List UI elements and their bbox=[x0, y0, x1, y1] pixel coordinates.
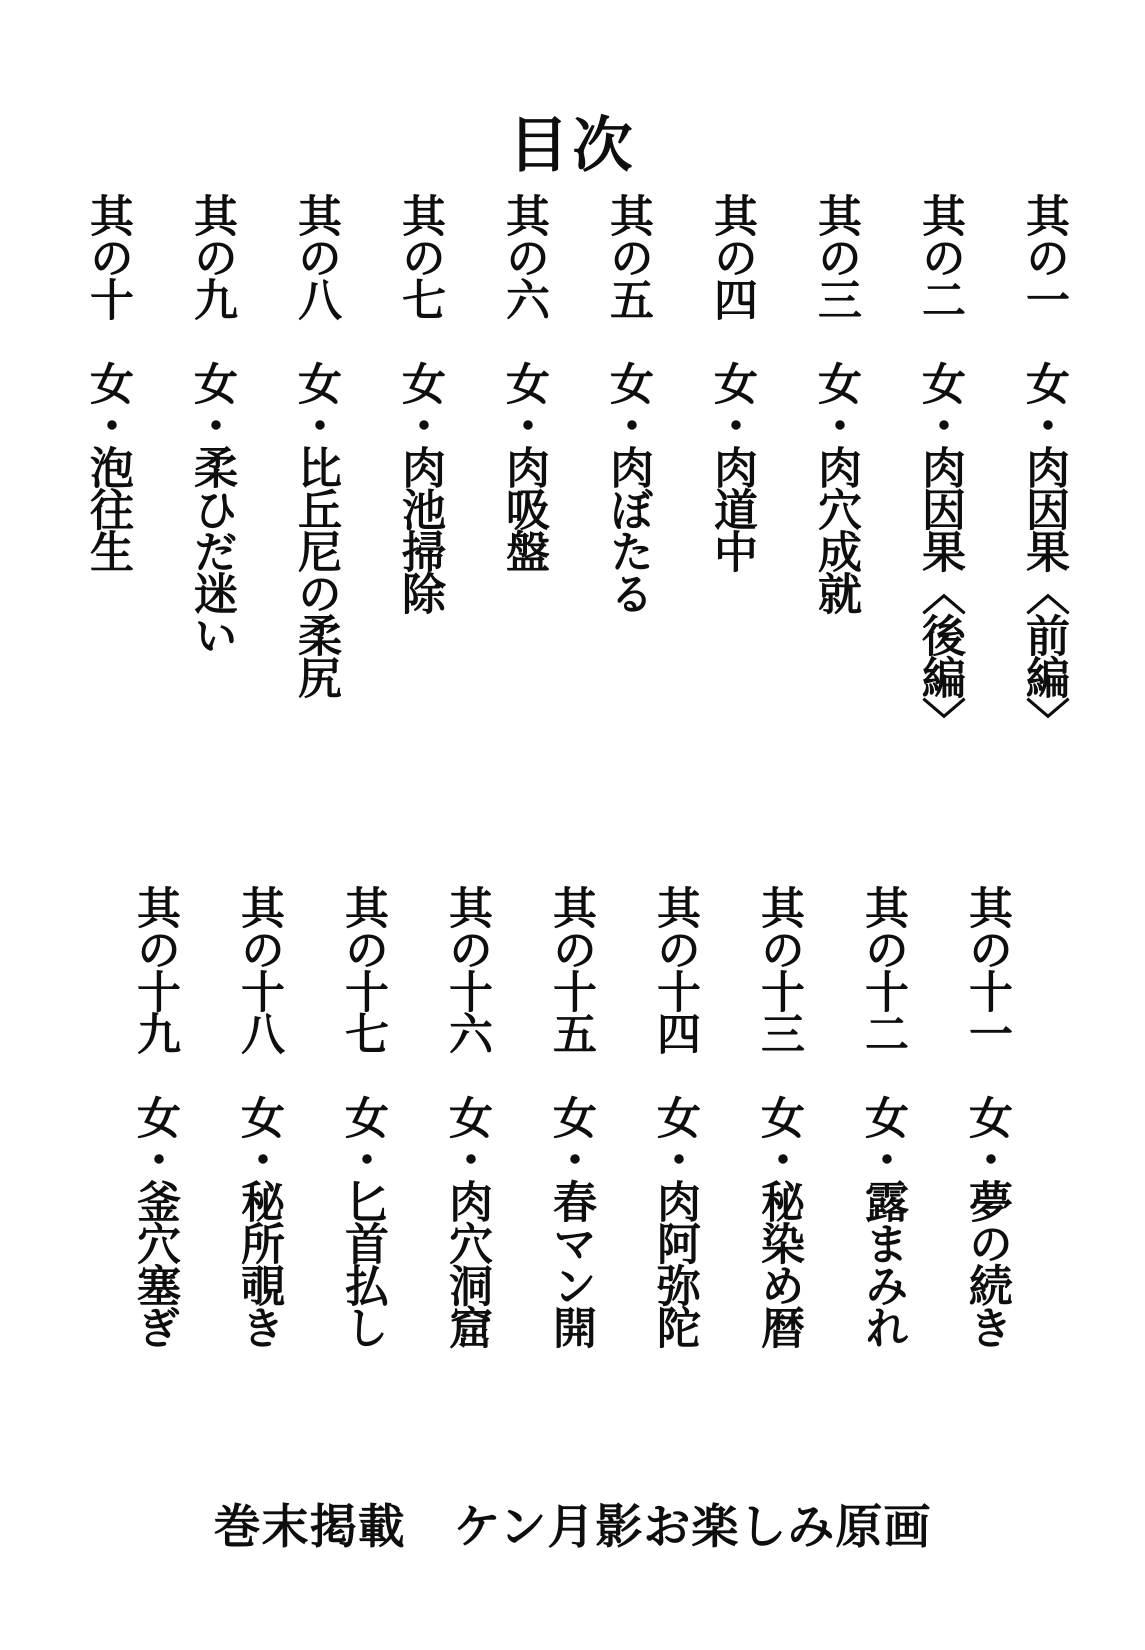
toc-entry bbox=[622, 885, 726, 1485]
chapter-number: 其の十八 bbox=[233, 885, 284, 1053]
toc-entry bbox=[55, 193, 159, 833]
chapter-title: 女・露まみれ bbox=[857, 1095, 908, 1347]
toc-entry bbox=[367, 193, 471, 833]
chapter-title: 女・匕首払し bbox=[337, 1095, 388, 1347]
chapter-number: 其の五 bbox=[602, 193, 653, 319]
chapter-title: 女・春マン開 bbox=[545, 1095, 596, 1347]
chapter-title: 女・肉因果〈後編〉 bbox=[914, 361, 965, 739]
page-title: 目次 bbox=[508, 111, 637, 182]
chapter-number: 其の七 bbox=[394, 193, 445, 319]
toc-entry bbox=[887, 193, 991, 833]
toc-entry bbox=[783, 193, 887, 833]
chapter-title: 女・柔ひだ迷い bbox=[186, 361, 237, 655]
toc-entry bbox=[991, 193, 1095, 833]
toc-entry bbox=[575, 193, 679, 833]
chapter-number: 其の十一 bbox=[961, 885, 1012, 1053]
toc-entry bbox=[679, 193, 783, 833]
chapter-title: 女・釜穴塞ぎ bbox=[129, 1095, 180, 1347]
toc-entry bbox=[414, 885, 518, 1485]
toc-entry bbox=[206, 885, 310, 1485]
chapter-title: 女・泡往生 bbox=[82, 361, 133, 571]
toc-entry bbox=[102, 885, 206, 1485]
chapter-title: 女・肉穴洞窟 bbox=[441, 1095, 492, 1347]
footer-note: 巻末掲載 ケン月影お楽しみ原画 bbox=[213, 1500, 932, 1555]
chapter-number: 其の十三 bbox=[753, 885, 804, 1053]
chapter-number: 其の十九 bbox=[129, 885, 180, 1053]
chapter-number: 其の十七 bbox=[337, 885, 388, 1053]
chapter-title: 女・秘染め暦 bbox=[753, 1095, 804, 1347]
chapter-number: 其の三 bbox=[810, 193, 861, 319]
chapter-number: 其の二 bbox=[914, 193, 965, 319]
toc-group-chapters-1-10 bbox=[55, 193, 1095, 833]
toc-entry bbox=[471, 193, 575, 833]
chapter-number: 其の十六 bbox=[441, 885, 492, 1053]
toc-entry bbox=[310, 885, 414, 1485]
chapter-number: 其の十五 bbox=[545, 885, 596, 1053]
chapter-title: 女・肉因果〈前編〉 bbox=[1018, 361, 1069, 739]
chapter-title: 女・秘所覗き bbox=[233, 1095, 284, 1347]
toc-entry bbox=[263, 193, 367, 833]
chapter-number: 其の四 bbox=[706, 193, 757, 319]
toc-entry bbox=[518, 885, 622, 1485]
chapter-title: 女・肉池掃除 bbox=[394, 361, 445, 613]
chapter-title: 女・肉道中 bbox=[706, 361, 757, 571]
chapter-number: 其の一 bbox=[1018, 193, 1069, 319]
toc-entry bbox=[159, 193, 263, 833]
chapter-number: 其の十 bbox=[82, 193, 133, 319]
toc-entry bbox=[830, 885, 934, 1485]
chapter-title: 女・肉ぼたる bbox=[602, 361, 653, 613]
chapter-number: 其の十二 bbox=[857, 885, 908, 1053]
chapter-number: 其の十四 bbox=[649, 885, 700, 1053]
toc-entry bbox=[726, 885, 830, 1485]
chapter-number: 其の六 bbox=[498, 193, 549, 319]
chapter-number: 其の九 bbox=[186, 193, 237, 319]
chapter-title: 女・比丘尼の柔尻 bbox=[290, 361, 341, 697]
chapter-title: 女・肉阿弥陀 bbox=[649, 1095, 700, 1347]
chapter-number: 其の八 bbox=[290, 193, 341, 319]
chapter-title: 女・肉吸盤 bbox=[498, 361, 549, 571]
chapter-title: 女・夢の続き bbox=[961, 1095, 1012, 1347]
chapter-title: 女・肉穴成就 bbox=[810, 361, 861, 613]
toc-entry bbox=[934, 885, 1038, 1485]
toc-group-chapters-11-19 bbox=[102, 885, 1038, 1485]
